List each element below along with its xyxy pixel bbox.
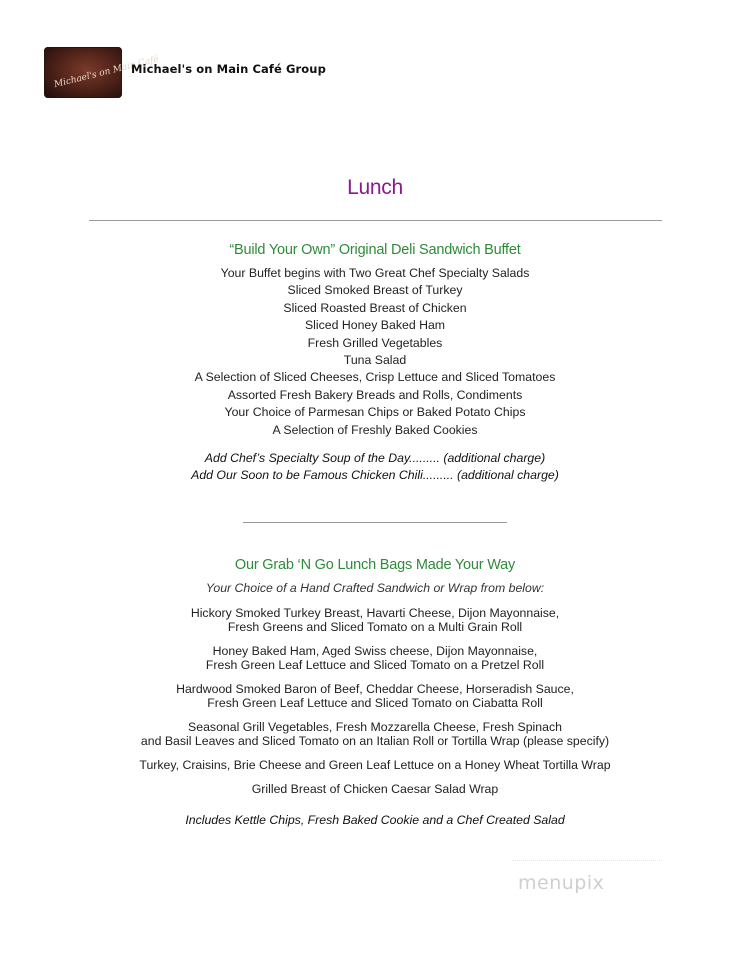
buffet-item: Sliced Smoked Breast of Turkey [287, 283, 463, 298]
sandwich-item [0, 644, 750, 672]
buffet-item: Your Choice of Parmesan Chips or Baked Potato Chips [224, 405, 526, 420]
addon-soup: Add Chef’s Specialty Soup of the Day......... (additional charge) [204, 451, 546, 466]
logo-graphic [44, 47, 160, 98]
sandwich-line: Hardwood Smoked Baron of Beef, Cheddar Cheese, Horseradish Sauce, [176, 682, 574, 696]
buffet-item: Your Buffet begins with Two Great Chef Specialty Salads [220, 266, 530, 280]
buffet-item: Sliced Roasted Breast of Chicken [283, 300, 467, 315]
buffet-title: “Build Your Own” Original Deli Sandwich Buffet [229, 242, 521, 258]
buffet-section [0, 242, 750, 485]
buffet-item: A Selection of Freshly Baked Cookies [272, 422, 478, 437]
sandwich-line: Hickory Smoked Turkey Breast, Havarti Cheese, Dijon Mayonnaise, [190, 606, 560, 620]
grab-go-footer: Includes Kettle Chips, Fresh Baked Cookie and a Chef Created Salad [185, 813, 565, 827]
buffet-items [0, 265, 750, 439]
grab-go-section [0, 557, 750, 829]
buffet-item: A Selection of Sliced Cheeses, Crisp Lettuce and Sliced Tomatoes [194, 370, 556, 385]
buffet-item: Tuna Salad [343, 353, 407, 368]
wrap-line: Turkey, Craisins, Brie Cheese and Green Leaf Lettuce on a Honey Wheat Tortilla Wrap [139, 758, 611, 772]
sandwich-item [0, 720, 750, 748]
buffet-addons [0, 450, 750, 485]
buffet-item: Assorted Fresh Bakery Breads and Rolls, Condiments [227, 387, 523, 402]
page-title: Lunch [347, 176, 403, 199]
sandwich-line: Honey Baked Ham, Aged Swiss cheese, Dijon Mayonnaise, [212, 644, 538, 658]
section-divider [243, 522, 507, 523]
brand-name: Michael's on Main Café Group [131, 62, 326, 76]
buffet-item: Fresh Grilled Vegetables [307, 335, 443, 350]
watermark-divider [512, 860, 662, 861]
sandwich-item [0, 682, 750, 710]
grab-go-title: Our Grab ‘N Go Lunch Bags Made Your Way [234, 557, 516, 573]
logo-text: Michael's on Main Café [53, 54, 160, 91]
wrap-line: Grilled Breast of Chicken Caesar Salad Wrap [251, 782, 499, 796]
logo [44, 47, 160, 98]
sandwich-item [0, 606, 750, 634]
buffet-item: Sliced Honey Baked Ham [304, 318, 446, 333]
sandwich-line: Fresh Greens and Sliced Tomato on a Multi Grain Roll [227, 620, 523, 634]
title-divider [89, 220, 662, 221]
grab-go-subtitle: Your Choice of a Hand Crafted Sandwich or Wrap from below: [205, 581, 545, 595]
addon-chili: Add Our Soon to be Famous Chicken Chili......... (additional charge) [191, 468, 559, 483]
watermark: menupix [518, 872, 605, 894]
sandwich-line: Fresh Green Leaf Lettuce and Sliced Tomato on Ciabatta Roll [207, 696, 543, 710]
sandwich-line: Seasonal Grill Vegetables, Fresh Mozzarella Cheese, Fresh Spinach [188, 720, 562, 734]
wrap-item [0, 758, 750, 772]
sandwich-line: and Basil Leaves and Sliced Tomato on an Italian Roll or Tortilla Wrap (please specify) [140, 734, 610, 748]
wrap-item [0, 782, 750, 796]
sandwich-line: Fresh Green Leaf Lettuce and Sliced Tomato on a Pretzel Roll [205, 658, 545, 672]
